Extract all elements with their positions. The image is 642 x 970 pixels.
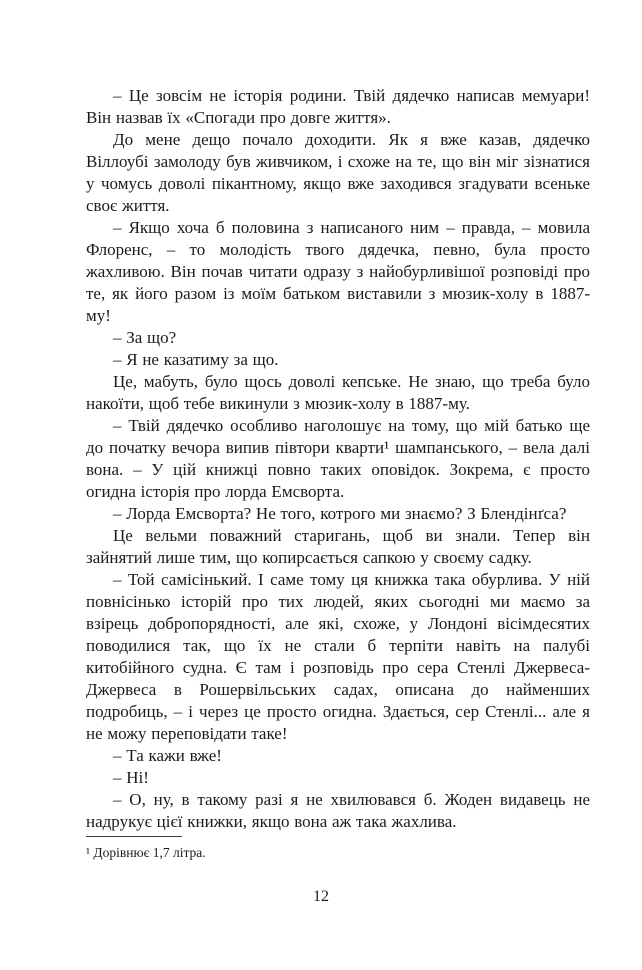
page-number: 12 <box>313 888 329 905</box>
paragraph: Це, мабуть, було щось доволі кепське. Не знаю, що треба було накоїти, щоб тебе викинули з мюзик-холу в 1887-му. <box>86 372 590 413</box>
paragraph: – За що? <box>113 328 177 347</box>
paragraph: – Та кажи вже! <box>113 746 222 765</box>
paragraph: До мене дещо почало доходити. Як я вже казав, дядечко Віллоубі замолоду був живчиком, і схоже на те, що він міг зізнатися у чомусь доволі пікантному, якщо вже заходився згадувати всеньке своє життя. <box>86 130 590 215</box>
body-text <box>86 85 590 833</box>
footnote-text: ¹ Дорівнює 1,7 літра. <box>86 845 206 860</box>
paragraph: Це вельми поважний старигань, щоб ви знали. Тепер він зайнятий лише тим, що копирсається сапкою у своєму садку. <box>86 526 590 567</box>
paragraph: – Це зовсім не історія родини. Твій дядечко написав мемуари! Він назвав їх «Спогади про довге життя». <box>86 86 590 127</box>
paragraph: – О, ну, в такому разі я не хвилювався б. Жоден видавець не надрукує цієї книжки, якщо вона аж така жахлива. <box>86 790 590 831</box>
paragraph: – Я не казатиму за що. <box>113 350 279 369</box>
footnote-divider <box>86 836 182 837</box>
paragraph: – Твій дядечко особливо наголошує на тому, що мій батько ще до початку вечора випив півтори кварти¹ шампанського, – вела далі вона. – У цій книжці повно таких оповідок. Зокрема, є просто огидна історія про лорда Емсворта. <box>86 416 590 501</box>
paragraph: – Лорда Емсворта? Не того, котрого ми знаємо? З Блендінґса? <box>113 504 567 523</box>
paragraph: – Той самісінький. І саме тому ця книжка така обурлива. У ній повнісінько історій про тих людей, яких сьогодні ми маємо за взірець добропорядності, але які, схоже, у Лондоні вісімдесятих поводилися так, що їх не стали б терпіти навіть на палубі китобійного судна. Є там і розповідь про сера Стенлі Джервеса-Джервеса в Рошервільських садах, описана до найменших подробиць, – і через це просто огидна. Здається, сер Стенлі... але я не можу переповідати таке! <box>86 570 590 743</box>
footnote <box>86 836 590 861</box>
paragraph: – Ні! <box>113 768 149 787</box>
paragraph: – Якщо хоча б половина з написаного ним – правда, – мовила Флоренс, – то молодість твого дядечка, певно, була просто жахливою. Він почав читати одразу з найобурливішої розповіді про те, як його разом із моїм батьком виставили з мюзик-холу в 1887-му! <box>86 218 590 325</box>
